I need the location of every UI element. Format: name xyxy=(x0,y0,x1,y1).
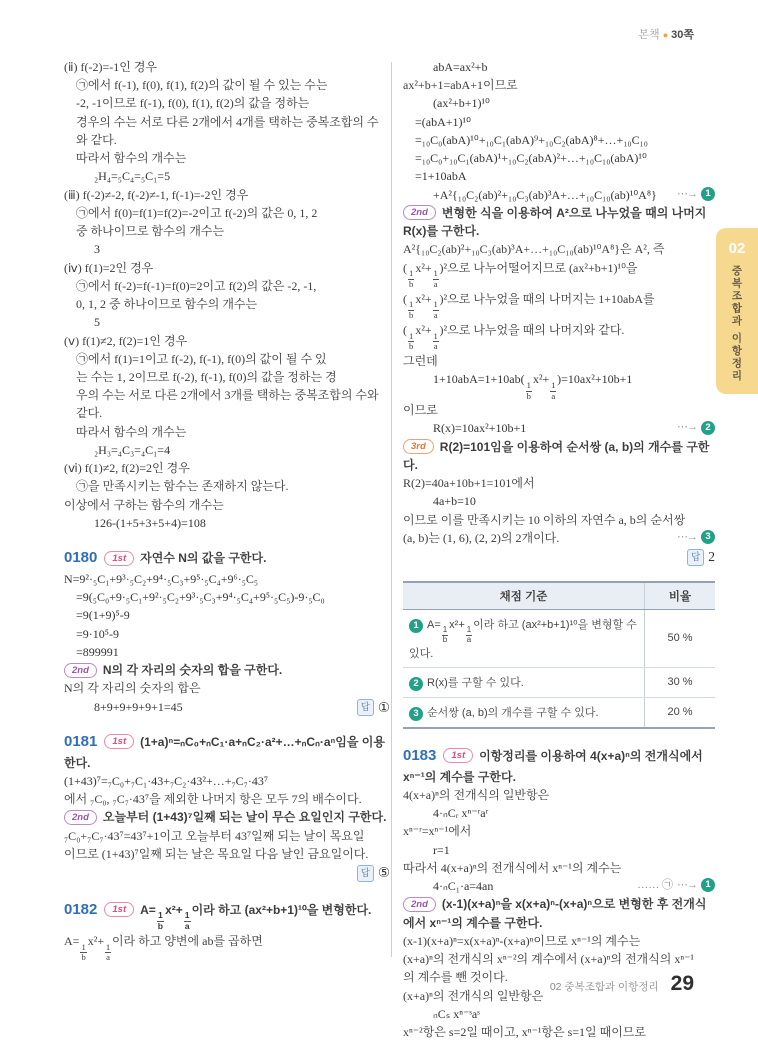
book-page-ref: 30쪽 xyxy=(671,29,694,41)
line-text: 3 xyxy=(94,242,100,257)
line-text: (x+a)ⁿ의 전개식의 일반항은 xyxy=(403,988,544,1003)
line-text: R(2)=40a+10b+1=101에서 xyxy=(403,476,535,491)
line-text: 그런데 xyxy=(403,353,438,368)
line-text: abA=ax²+b xyxy=(433,60,488,74)
text-line xyxy=(64,131,390,149)
line-text: (ⅴ) f(1)≠2, f(2)=1인 경우 xyxy=(64,333,188,348)
footer-chapter-title: 02 중복조합과 이항정리 xyxy=(549,981,659,993)
text-line xyxy=(403,240,715,258)
text-line xyxy=(403,786,715,804)
problem-heading xyxy=(64,547,390,570)
line-text: 이상에서 구하는 함수의 개수는 xyxy=(64,497,224,512)
formula-line xyxy=(403,167,715,185)
grading-criterion-text: A= $\frac{1}{b}$ x²+ $\frac{1}{a}$ 이라 하고 (ax²+b+1)¹⁰을 변형할 수 있다. xyxy=(409,618,637,660)
line-end-marks xyxy=(677,419,715,436)
dashed-arrow-icon: ⋯→ xyxy=(677,879,697,892)
chapter-side-tab xyxy=(716,228,758,394)
formula-line xyxy=(64,570,390,588)
line-text: 이므로 이를 만족시키는 10 이하의 자연수 a, b의 순서쌍 xyxy=(403,512,686,527)
grading-criteria-table xyxy=(403,581,715,729)
line-text: ( $\frac{1}{b}$ x²+ $\frac{1}{a}$ )²으로 나누었을 때의 나머지와 같다. xyxy=(403,322,625,352)
line-text: (x+a)ⁿ의 전개식의 xⁿ⁻²의 계수에서 (x+a)ⁿ의 전개식의 xⁿ⁻¹ xyxy=(403,952,695,967)
fraction: $\frac{1}{a}$ xyxy=(466,625,472,645)
grading-header-criteria: 채점 기준 xyxy=(403,582,645,610)
line-text: (ⅲ) f(-2)≠-2, f(-2)≠-1, f(-1)=-2인 경우 xyxy=(64,187,249,202)
dashed-arrow-icon: ⋯→ xyxy=(677,187,697,200)
text-line xyxy=(403,511,715,529)
line-text: 와 같다. xyxy=(76,132,117,147)
text-line xyxy=(403,352,715,370)
formula-line xyxy=(64,606,390,624)
line-text: 따라서 함수의 개수는 xyxy=(76,151,187,166)
line-text: 중 하나이므로 함수의 개수는 xyxy=(76,224,225,239)
formula-line xyxy=(64,441,390,459)
line-text: 4(x+a)ⁿ의 전개식의 일반항은 xyxy=(403,787,550,802)
line-text: ( $\frac{1}{b}$ x²+ $\frac{1}{a}$ )²으로 나누었을 때의 나머지는 1+10abA를 xyxy=(403,291,655,321)
reference-mark: …… ㉠ xyxy=(637,879,673,892)
fraction: $\frac{1}{b}$ xyxy=(526,379,531,401)
fraction: $\frac{1}{a}$ xyxy=(184,910,190,932)
text-line xyxy=(64,222,390,240)
text-line xyxy=(403,932,715,950)
section-gap xyxy=(64,716,390,731)
grading-step-badge: 3 xyxy=(701,530,715,544)
text-line xyxy=(64,94,390,112)
formula-line xyxy=(64,588,390,606)
text-line xyxy=(64,204,390,222)
line-text: N의 각 자리의 숫자의 합은 xyxy=(64,681,201,696)
text-line xyxy=(64,295,390,313)
fraction: $\frac{1}{b}$ xyxy=(409,330,414,352)
problem-heading xyxy=(403,745,715,786)
formula-line xyxy=(403,94,715,112)
text-line xyxy=(64,790,390,808)
problem-heading-text: (1+a)ⁿ=ₙC₀+ₙC₁·a+ₙC₂·a²+…+ₙCₙ·aⁿ임을 이용한다. xyxy=(64,734,385,770)
line-text: 4·ₙCᵣ xⁿ⁻ʳaʳ xyxy=(433,806,489,821)
problem-heading xyxy=(64,899,390,932)
answer-box-icon: 답 xyxy=(357,699,374,716)
column-divider xyxy=(391,62,392,957)
page-footer xyxy=(550,972,694,996)
text-line xyxy=(403,859,715,877)
section-gap xyxy=(64,532,390,547)
line-text: ㉠에서 f(-2)=f(-1)=f(0)=2이고 f(2)의 값은 -2, -1, xyxy=(76,278,317,293)
line-text: r=1 xyxy=(433,842,450,857)
line-text: (ⅱ) f(-2)=-1인 경우 xyxy=(64,60,158,74)
problem-heading-text: 이항정리를 이용하여 4(x+a)ⁿ의 전개식에서 xⁿ⁻¹의 계수를 구한다. xyxy=(403,748,703,784)
grading-step-badge: 1 xyxy=(701,187,715,201)
line-text: =9(₅C₀+9·₅C₁+9²·₅C₂+9³·₅C₃+9⁴·₅C₄+9⁵·₅C₅)-9·₅C₀ xyxy=(76,590,325,605)
text-line xyxy=(64,149,390,167)
formula-line xyxy=(64,167,390,185)
line-text: =9·10⁵-9 xyxy=(76,626,119,641)
grading-ratio-cell: 30 % xyxy=(645,667,716,697)
step-heading xyxy=(403,204,715,240)
text-line xyxy=(64,186,390,204)
step-pill: 2nd xyxy=(64,663,97,678)
text-line xyxy=(403,321,715,352)
text-line xyxy=(403,290,715,321)
grading-criterion-cell xyxy=(403,667,645,697)
line-text: A²{₁₀C₂(ab)²+₁₀C₃(ab)³A+…+₁₀C₁₀(ab)¹⁰A⁸}은 A², 즉 xyxy=(403,242,665,257)
grading-row xyxy=(403,697,715,728)
line-text: ₂H₃=₄C₃=₄C₁=4 xyxy=(94,442,171,457)
answer-line xyxy=(64,863,390,884)
step-pill: 2nd xyxy=(64,810,97,825)
answer-value: ① xyxy=(377,699,390,715)
line-end-marks xyxy=(677,529,715,546)
line-text: 따라서 4(x+a)ⁿ의 전개식에서 xⁿ⁻¹의 계수는 xyxy=(403,860,622,875)
fraction: $\frac{1}{b}$ xyxy=(409,268,414,289)
step-pill: 1st xyxy=(443,748,473,763)
dashed-arrow-icon: ⋯→ xyxy=(677,421,697,434)
step-heading-text: 변형한 식을 이용하여 A²으로 나누었을 때의 나머지 R(x)를 구한다. xyxy=(403,205,707,239)
grading-header-row xyxy=(403,582,715,610)
formula-line xyxy=(64,698,390,716)
line-text: 8+9+9+9+9+1=45 xyxy=(94,699,183,714)
problem-number: 0180 xyxy=(64,549,98,567)
problem-number: 0182 xyxy=(64,900,98,918)
chapter-title-vertical: 중복조합과 이항정리 xyxy=(730,265,743,383)
text-line xyxy=(64,277,390,295)
formula-line xyxy=(403,1005,715,1023)
fraction: $\frac{1}{a}$ xyxy=(433,299,438,321)
answer-box-icon: 답 xyxy=(357,865,374,882)
line-text: N=9²·₅C₁+9³·₅C₂+9⁴·₅C₃+9⁵·₅C₄+9⁶·₅C₅ xyxy=(64,571,259,586)
problem-number: 0181 xyxy=(64,732,98,750)
step-heading-text: 오늘부터 (1+43)⁷일째 되는 날이 무슨 요일인지 구한다. xyxy=(102,810,387,825)
dashed-arrow-icon: ⋯→ xyxy=(677,530,697,543)
fraction: $\frac{1}{a}$ xyxy=(105,941,111,963)
left-column xyxy=(64,58,390,963)
text-line xyxy=(64,58,390,76)
text-line xyxy=(403,529,715,547)
grading-step-badge: 1 xyxy=(701,878,715,892)
formula-line xyxy=(64,514,390,532)
line-text: =(abA+1)¹⁰ xyxy=(415,114,471,129)
footer-page-number: 29 xyxy=(670,972,694,995)
formula-line xyxy=(403,149,715,167)
text-line xyxy=(64,404,390,422)
section-gap xyxy=(64,884,390,899)
formula-line xyxy=(403,370,715,401)
text-line xyxy=(64,496,390,514)
problem-heading xyxy=(64,731,390,772)
line-text: 5 xyxy=(94,315,100,330)
formula-line xyxy=(403,804,715,822)
step-pill: 2nd xyxy=(403,205,436,220)
text-line xyxy=(403,76,715,94)
text-line xyxy=(64,845,390,863)
line-text: -2, -1이므로 f(-1), f(0), f(1), f(2)의 값을 정하는 xyxy=(76,96,310,111)
answer-value: 2 xyxy=(708,549,715,565)
line-end-marks xyxy=(637,877,715,894)
line-text: A= $\frac{1}{b}$ x²+ $\frac{1}{a}$ 이라 하고 양변에 ab를 곱하면 xyxy=(64,933,263,963)
formula-line xyxy=(403,58,715,76)
line-text: 우의 수는 서로 다른 2개에서 3개를 택하는 중복조합의 수와 xyxy=(76,388,379,403)
step-heading-text: R(2)=101임을 이용하여 순서쌍 (a, b)의 개수를 구한다. xyxy=(403,439,710,472)
chapter-number: 02 xyxy=(728,240,746,257)
grading-row xyxy=(403,609,715,667)
line-text: ax²+b+1=abA+1이므로 xyxy=(403,78,518,93)
grading-step-badge: 2 xyxy=(701,421,715,435)
text-line xyxy=(64,459,390,477)
line-text: ₇C₀+₇C₇·43⁷=43⁷+1이고 오늘부터 43⁷일째 되는 날이 목요일 xyxy=(64,828,365,843)
text-line xyxy=(403,1023,715,1041)
formula-line xyxy=(403,492,715,510)
text-line xyxy=(403,259,715,290)
grading-step-badge: 1 xyxy=(409,619,423,633)
formula-line xyxy=(64,313,390,331)
text-line xyxy=(64,259,390,277)
line-text: (a, b)는 (1, 6), (2, 2)의 2개이다. xyxy=(403,530,560,545)
text-line xyxy=(64,932,390,963)
line-text: ㉠에서 f(-1), f(0), f(1), f(2)의 값이 될 수 있는 수는 xyxy=(76,78,328,93)
line-text: 4·ₙC₁·a=4an xyxy=(433,879,494,894)
line-text: (1+43)⁷=₇C₀+₇C₁·43+₇C₂·43²+…+₇C₇·43⁷ xyxy=(64,773,269,788)
step-heading xyxy=(403,895,715,931)
grading-header-ratio: 비율 xyxy=(645,582,716,610)
line-text: +A²{₁₀C₂(ab)²+₁₀C₃(ab)³A+…+₁₀C₁₀(ab)¹⁰A⁸} xyxy=(433,187,657,202)
formula-line xyxy=(403,877,715,895)
answer-box-icon: 답 xyxy=(687,549,704,566)
text-line xyxy=(64,113,390,131)
formula-line xyxy=(64,625,390,643)
formula-line xyxy=(403,113,715,131)
line-end-marks xyxy=(357,863,390,884)
line-end-marks xyxy=(677,186,715,203)
line-text: 이므로 (1+43)⁷일째 되는 날은 목요일 다음 날인 금요일이다. xyxy=(64,846,369,861)
section-gap xyxy=(403,738,715,745)
step-pill: 1st xyxy=(104,902,134,917)
line-text: (ⅵ) f(1)≠2, f(2)=2인 경우 xyxy=(64,461,190,476)
text-line xyxy=(64,423,390,441)
line-text: 이므로 xyxy=(403,403,438,418)
text-line xyxy=(64,477,390,495)
text-line xyxy=(403,401,715,419)
formula-line xyxy=(403,131,715,149)
step-pill: 2nd xyxy=(403,897,436,912)
fraction: $\frac{1}{a}$ xyxy=(433,268,438,289)
step-heading-text: N의 각 자리의 숫자의 합을 구한다. xyxy=(102,663,283,678)
grading-step-badge: 3 xyxy=(409,707,423,721)
line-text: 126-(1+5+3+5+4)=108 xyxy=(94,515,206,530)
step-pill: 3rd xyxy=(403,439,434,454)
orange-dot-icon: ● xyxy=(662,30,669,40)
line-text: =1+10abA xyxy=(415,169,467,184)
line-text: (ⅳ) f(1)=2인 경우 xyxy=(64,260,154,275)
formula-line xyxy=(64,772,390,790)
grading-criterion-text: 순서쌍 (a, b)의 개수를 구할 수 있다. xyxy=(427,706,599,719)
right-column xyxy=(403,58,715,1041)
text-line xyxy=(403,950,715,968)
formula-line xyxy=(64,240,390,258)
grading-table-body xyxy=(403,609,715,728)
grading-table-head xyxy=(403,582,715,610)
line-text: 경우의 수는 서로 다른 2개에서 4개를 택하는 중복조합의 수 xyxy=(76,114,379,129)
line-text: =9(1+9)⁵-9 xyxy=(76,608,130,623)
step-heading xyxy=(64,808,390,826)
line-text: ₙCₛ xⁿ⁻ˢaˢ xyxy=(433,1006,480,1021)
fraction: $\frac{1}{b}$ xyxy=(157,910,164,932)
text-line xyxy=(403,474,715,492)
line-text: =₁₀C₀+₁₀C₁(abA)¹+₁₀C₂(abA)²+…+₁₀C₁₀(abA)¹⁰ xyxy=(415,151,647,166)
line-text: 에서 ₇C₀, ₇C₇·43⁷을 제외한 나머지 항은 모두 7의 배수이다. xyxy=(64,792,362,807)
line-text: 따라서 함수의 개수는 xyxy=(76,424,187,439)
text-line xyxy=(64,350,390,368)
line-text: ( $\frac{1}{b}$ x²+ $\frac{1}{a}$ )²으로 나누어떨어지므로 (ax²+b+1)¹⁰을 xyxy=(403,260,638,289)
formula-line xyxy=(64,643,390,661)
page-header xyxy=(638,26,694,42)
line-text: 같다. xyxy=(76,406,103,421)
answer-value: ⑤ xyxy=(377,865,390,881)
fraction: $\frac{1}{a}$ xyxy=(551,379,556,401)
line-end-marks xyxy=(687,547,715,568)
step-heading-text: (x-1)(x+a)ⁿ을 x(x+a)ⁿ-(x+a)ⁿ으로 변형한 후 전개식에서 xⁿ⁻¹의 계수를 구한다. xyxy=(403,897,707,930)
text-line xyxy=(64,368,390,386)
text-line xyxy=(64,827,390,845)
grading-criterion-cell xyxy=(403,609,645,667)
grading-criterion-text: R(x)를 구할 수 있다. xyxy=(427,676,524,689)
line-text: xⁿ⁻ʳ=xⁿ⁻¹에서 xyxy=(403,824,472,839)
line-text: 1+10abA=1+10ab( $\frac{1}{b}$ x²+ $\frac{1}{a}$ )=10ax²+10b+1 xyxy=(433,372,633,401)
line-text: ㉠에서 f(1)=1이고 f(-2), f(-1), f(0)의 값이 될 수 있 xyxy=(76,351,327,366)
line-text: (x-1)(x+a)ⁿ=x(x+a)ⁿ-(x+a)ⁿ이므로 xⁿ⁻¹의 계수는 xyxy=(403,933,641,948)
fraction: $\frac{1}{b}$ xyxy=(409,299,414,321)
line-end-marks xyxy=(357,698,390,719)
grading-step-badge: 2 xyxy=(409,677,423,691)
step-heading xyxy=(403,438,715,474)
fraction: $\frac{1}{b}$ xyxy=(81,941,86,963)
step-heading xyxy=(64,661,390,679)
problem-number: 0183 xyxy=(403,746,437,764)
fraction: $\frac{1}{b}$ xyxy=(442,625,448,645)
line-text: ₂H₄=₅C₄=₅C₁=5 xyxy=(94,169,171,184)
line-text: (ax²+b+1)¹⁰ xyxy=(433,96,490,111)
line-text: 의 계수를 뺀 것이다. xyxy=(403,970,508,985)
line-text: =899991 xyxy=(76,644,119,659)
answer-line xyxy=(403,547,715,568)
grading-ratio-cell: 50 % xyxy=(645,609,716,667)
line-text: ㉠에서 f(0)=f(1)=f(2)=-2이고 f(-2)의 값은 0, 1, 2 xyxy=(76,205,318,220)
line-text: R(x)=10ax²+10b+1 xyxy=(433,421,527,436)
text-line xyxy=(64,386,390,404)
problem-heading-text: 자연수 N의 값을 구한다. xyxy=(140,551,267,566)
grading-row xyxy=(403,667,715,697)
grading-criterion-cell xyxy=(403,697,645,728)
formula-line xyxy=(403,186,715,204)
text-line xyxy=(64,332,390,350)
step-pill: 1st xyxy=(104,551,134,566)
line-text: xⁿ⁻²항은 s=2일 때이고, xⁿ⁻¹항은 s=1일 때이므로 xyxy=(403,1024,646,1039)
line-text: ㉠을 만족시키는 함수는 존재하지 않는다. xyxy=(76,479,289,494)
line-text: 0, 1, 2 중 하나이므로 함수의 개수는 xyxy=(76,297,258,312)
grading-ratio-cell: 20 % xyxy=(645,697,716,728)
book-label: 본책 xyxy=(638,29,660,41)
line-text: 는 수는 1, 2이므로 f(-2), f(-1), f(0)의 값을 정하는 경 xyxy=(76,369,337,384)
text-line xyxy=(64,76,390,94)
fraction: $\frac{1}{a}$ xyxy=(433,330,438,352)
text-line xyxy=(403,822,715,840)
text-line xyxy=(64,679,390,697)
line-text: =₁₀C₀(abA)¹⁰+₁₀C₁(abA)⁹+₁₀C₂(abA)⁸+…+₁₀C₁₀ xyxy=(415,132,648,147)
formula-line xyxy=(403,841,715,859)
formula-line xyxy=(403,419,715,437)
problem-heading-text: A= $\frac{1}{b}$ x²+ $\frac{1}{a}$ 이라 하고 (ax²+b+1)¹⁰을 변형한다. xyxy=(140,902,372,932)
line-text: 4a+b=10 xyxy=(433,494,476,509)
step-pill: 1st xyxy=(104,734,134,749)
